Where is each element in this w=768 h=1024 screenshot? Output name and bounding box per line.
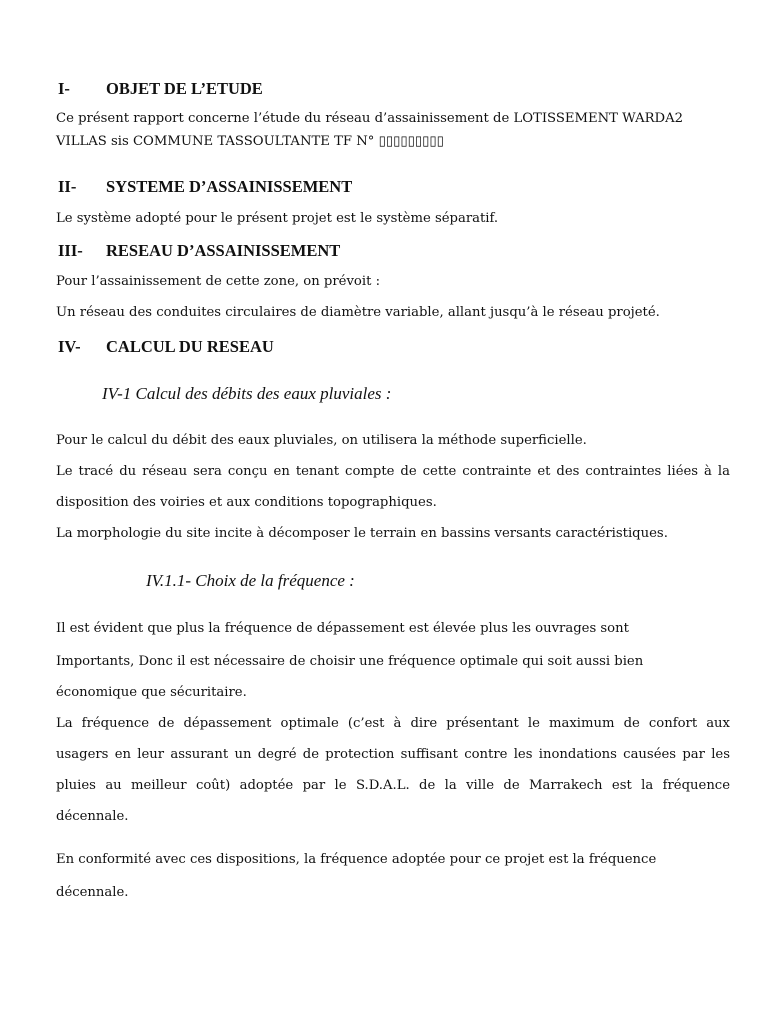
subsection-iv-1-1-line-7: décennale. — [56, 809, 129, 824]
subsection-iv-1-title: IV-1 Calcul des débits des eaux pluviales : — [102, 384, 392, 403]
subsection-iv-1-1-line-1: Il est évident que plus la fréquence de dépassement est élevée plus les ouvrages sont — [56, 621, 629, 636]
subsection-iv-1-1-line-9: décennale. — [56, 885, 129, 900]
section-1-line-2: VILLAS sis COMMUNE TASSOULTANTE TF N° ▯▯▯▯▯▯▯▯▯ — [56, 134, 444, 149]
section-2-number: II- — [58, 177, 77, 196]
subsection-iv-1-line-1: Pour le calcul du débit des eaux pluviales, on utilisera la méthode superficielle. — [56, 433, 587, 448]
subsection-iv-1-1-line-2: Importants, Donc il est nécessaire de choisir une fréquence optimale qui soit aussi bien — [56, 654, 644, 669]
section-4-title: CALCUL DU RESEAU — [106, 337, 274, 356]
section-2-title: SYSTEME D’ASSAINISSEMENT — [106, 177, 353, 196]
section-2-line-1: Le système adopté pour le présent projet est le système séparatif. — [56, 211, 499, 226]
section-1-number: I- — [58, 79, 70, 98]
subsection-iv-1-line-3: disposition des voiries et aux conditions topographiques. — [56, 495, 437, 510]
subsection-iv-1-1-line-8: En conformité avec ces dispositions, la fréquence adoptée pour ce projet est la fréquence — [56, 852, 657, 867]
subsection-iv-1-1-line-3: économique que sécuritaire. — [56, 685, 247, 700]
section-3-line-2: Un réseau des conduites circulaires de diamètre variable, allant jusqu’à le réseau projeté. — [56, 305, 660, 320]
subsection-iv-1-line-4: La morphologie du site incite à décomposer le terrain en bassins versants caractéristiques. — [56, 526, 668, 541]
subsection-iv-1-1-line-6: pluies au meilleur coût) adoptée par le S.D.A.L. de la ville de Marrakech est la fréquence — [56, 778, 730, 793]
section-3-number: III- — [58, 241, 83, 260]
section-3-title: RESEAU D’ASSAINISSEMENT — [106, 241, 341, 260]
subsection-iv-1-1-line-4: La fréquence de dépassement optimale (c’est à dire présentant le maximum de confort aux — [56, 716, 730, 731]
section-3-line-1: Pour l’assainissement de cette zone, on prévoit : — [56, 274, 381, 289]
section-4-number: IV- — [58, 337, 81, 356]
subsection-iv-1-1-title: IV.1.1- Choix de la fréquence : — [146, 571, 355, 590]
section-1-title: OBJET DE L’ETUDE — [106, 79, 263, 98]
section-1-line-1: Ce présent rapport concerne l’étude du réseau d’assainissement de LOTISSEMENT WARDA2 — [56, 111, 684, 126]
subsection-iv-1-line-2: Le tracé du réseau sera conçu en tenant compte de cette contrainte et des contraintes liées à la — [56, 464, 730, 479]
subsection-iv-1-1-line-5: usagers en leur assurant un degré de protection suffisant contre les inondations causées par les — [56, 747, 730, 762]
